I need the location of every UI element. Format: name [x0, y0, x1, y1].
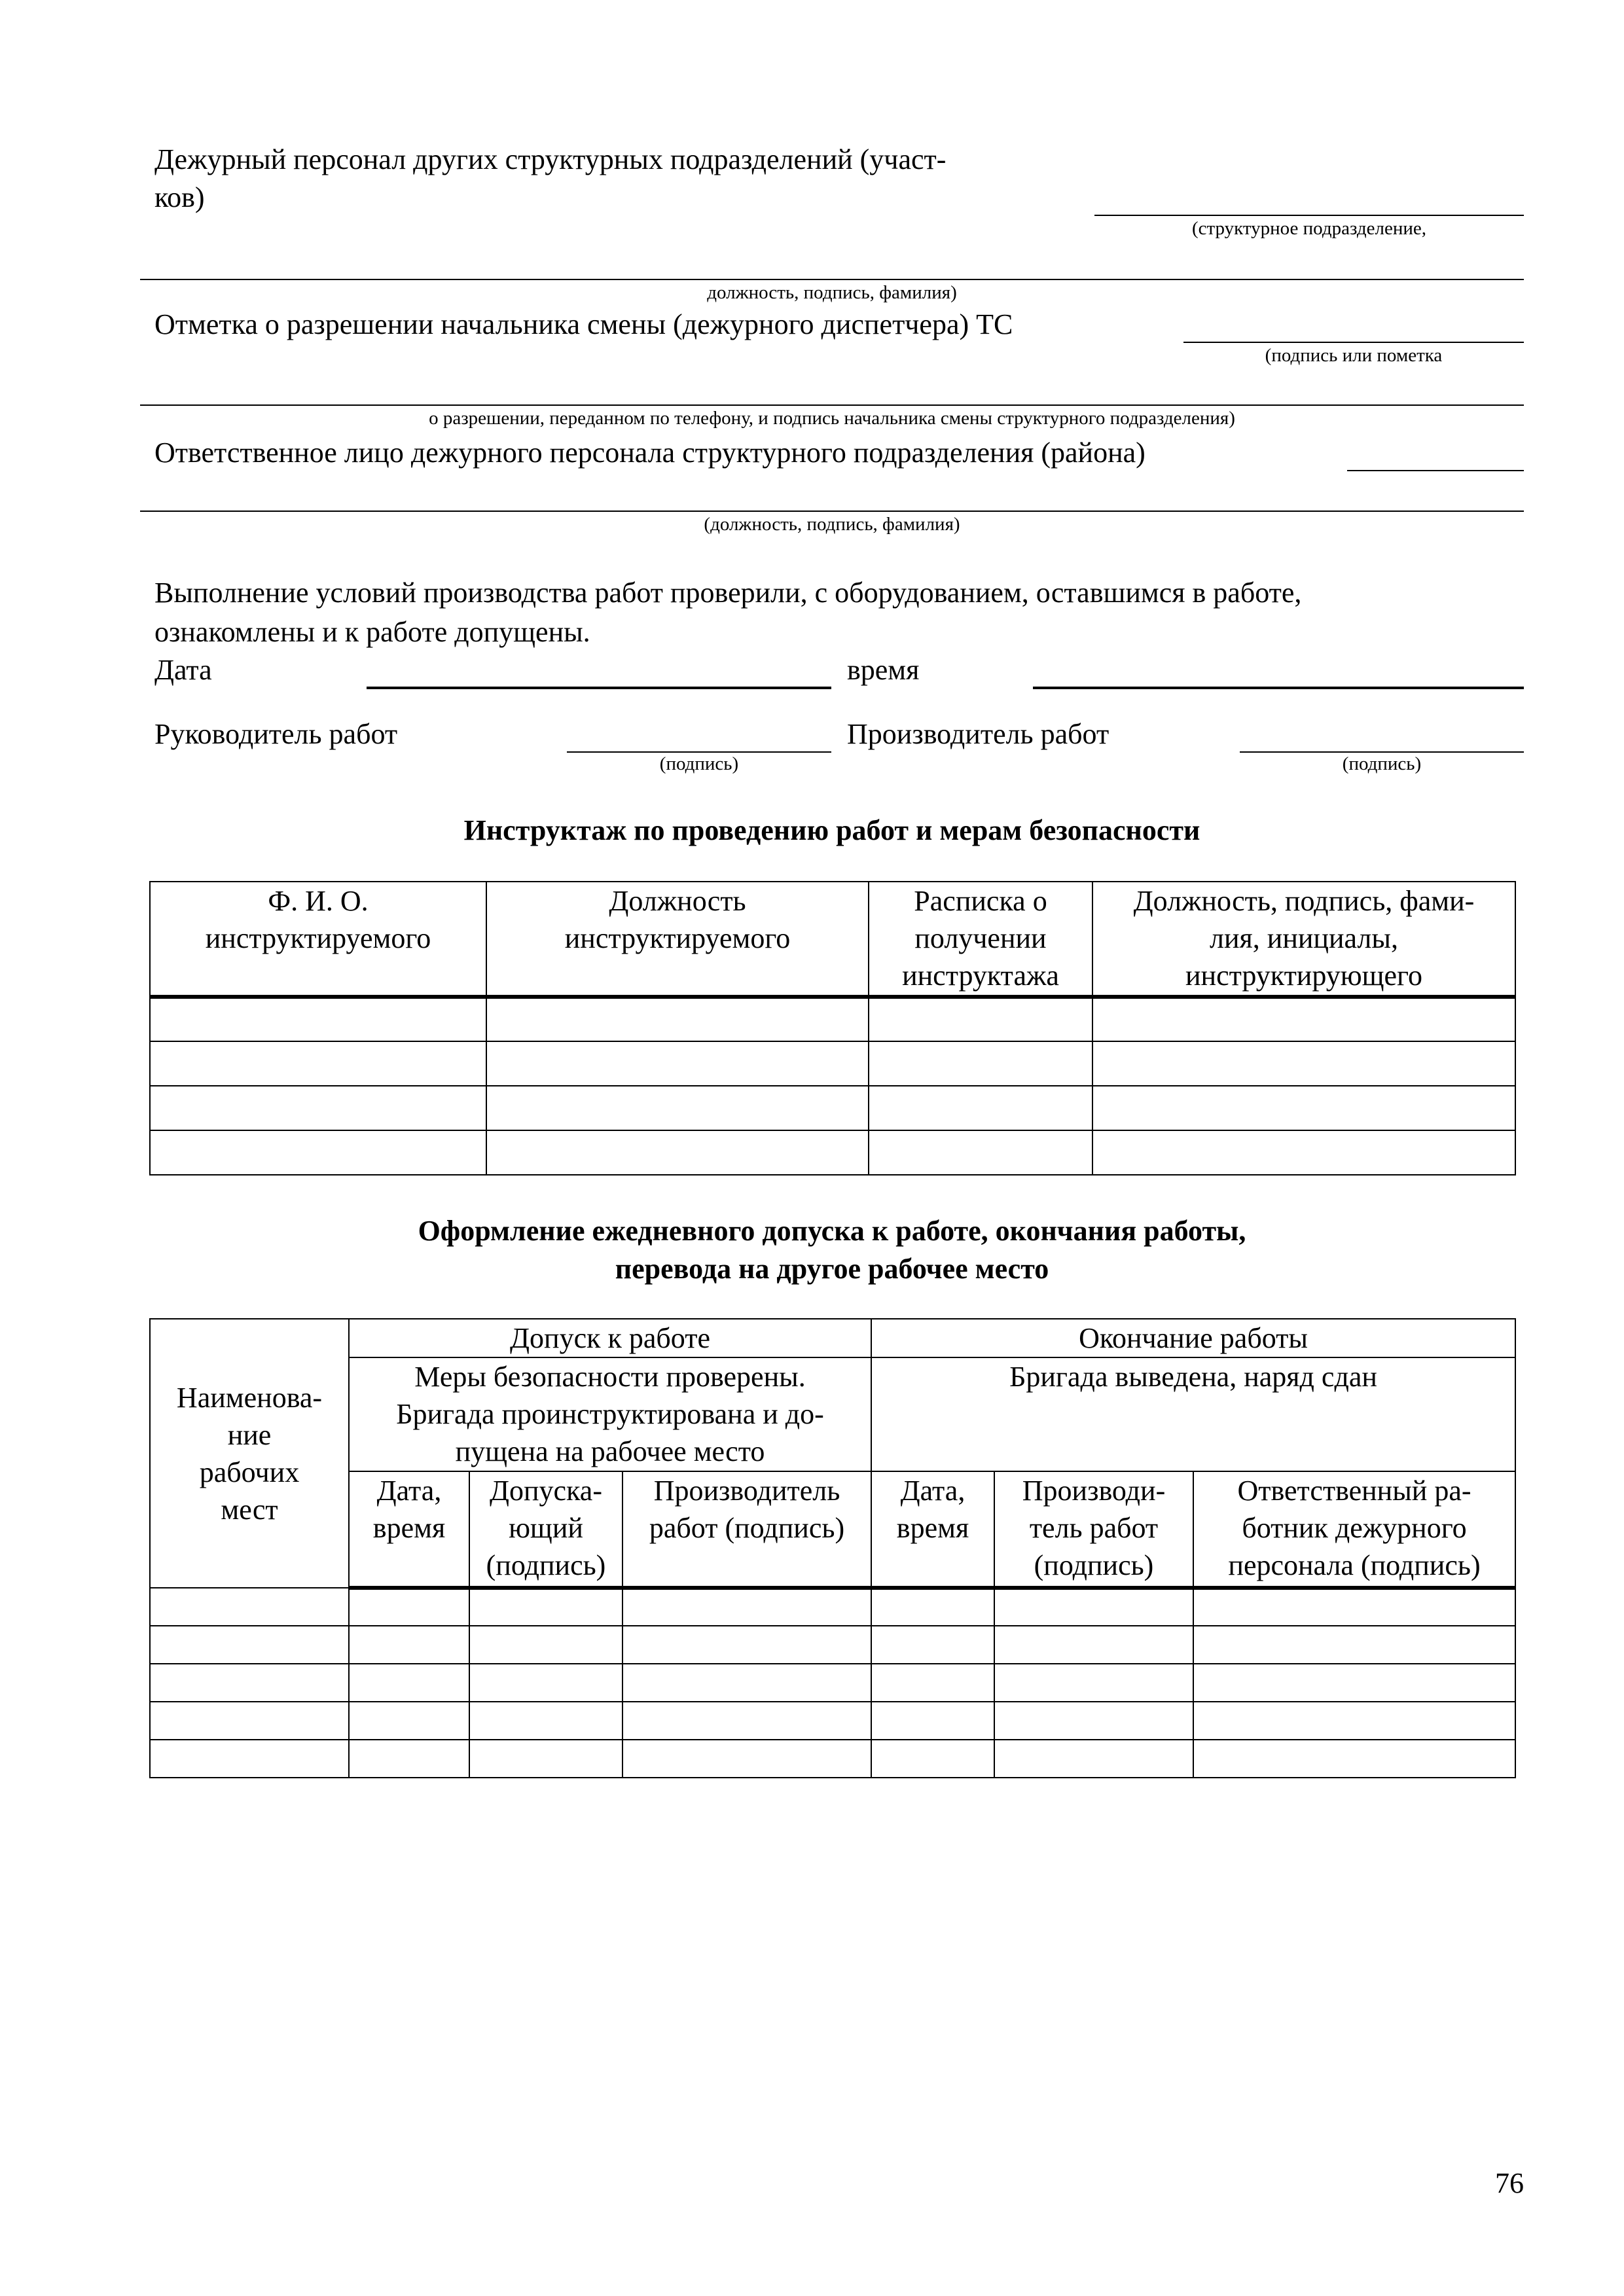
table-cell[interactable] — [1092, 1086, 1515, 1130]
table-cell[interactable] — [486, 1041, 869, 1086]
table-cell[interactable] — [1193, 1626, 1515, 1664]
table-cell[interactable] — [994, 1702, 1193, 1740]
duty-staff-input-line[interactable] — [1094, 215, 1524, 216]
table-cell[interactable] — [150, 1588, 349, 1626]
table-cell[interactable] — [623, 1588, 871, 1626]
table-cell[interactable] — [623, 1664, 871, 1702]
table-cell[interactable] — [1193, 1740, 1515, 1778]
table-cell[interactable] — [1092, 997, 1515, 1041]
table-cell[interactable] — [469, 1740, 623, 1778]
table-cell[interactable] — [994, 1588, 1193, 1626]
work-manager-signature-hint: (подпись) — [659, 753, 739, 774]
table-cell[interactable] — [150, 1740, 349, 1778]
table-row — [150, 1702, 1515, 1740]
table-cell[interactable] — [1092, 1041, 1515, 1086]
table-row — [150, 1740, 1515, 1778]
table-cell[interactable] — [486, 997, 869, 1041]
briefing-header-position: Должность инструктируемого — [486, 882, 869, 997]
conditions-text-line1: Выполнение условий производства работ проверили, с оборудованием, оставшимся в работе, — [154, 577, 1302, 609]
table-cell[interactable] — [1193, 1588, 1515, 1626]
briefing-header-receipt: Расписка о получении инструктажа — [869, 882, 1092, 997]
table-cell[interactable] — [349, 1702, 469, 1740]
shift-chief-hint-2: о разрешении, переданном по телефону, и подпись начальника смены структурного подразделения) — [429, 408, 1235, 429]
daily-title-line1: Оформление ежедневного допуска к работе, окончания работы, — [418, 1215, 1246, 1247]
daily-title-line2: перевода на другое рабочее место — [615, 1253, 1049, 1285]
daily-header-admitting: Допуска- ющий (подпись) — [469, 1471, 623, 1588]
daily-table — [149, 1318, 1516, 1778]
shift-chief-input-line-2[interactable] — [140, 404, 1524, 406]
table-cell[interactable] — [623, 1702, 871, 1740]
daily-header-date-time-1: Дата, время — [349, 1471, 469, 1588]
table-cell[interactable] — [150, 1626, 349, 1664]
table-cell[interactable] — [871, 1740, 994, 1778]
table-cell[interactable] — [469, 1588, 623, 1626]
duty-staff-hint-1: (структурное подразделение, — [1191, 218, 1427, 239]
table-cell[interactable] — [871, 1626, 994, 1664]
duty-staff-input-line-2[interactable] — [140, 279, 1524, 280]
table-row — [150, 1588, 1515, 1626]
table-cell[interactable] — [869, 1041, 1092, 1086]
work-producer-label: Производитель работ — [847, 718, 1110, 750]
table-cell[interactable] — [623, 1740, 871, 1778]
time-input-line[interactable] — [1033, 687, 1524, 689]
responsible-person-input-line[interactable] — [1347, 470, 1524, 471]
responsible-person-label: Ответственное лицо дежурного персонала структурного подразделения (района) — [154, 437, 1146, 469]
daily-header-admission-sub: Меры безопасности проверены. Бригада проинструктирована и до- пущена на рабочее место — [349, 1357, 871, 1471]
daily-header-workplace: Наименова- ние рабочих мест — [150, 1319, 349, 1588]
table-row — [150, 997, 1515, 1041]
table-cell[interactable] — [349, 1740, 469, 1778]
shift-chief-input-line[interactable] — [1183, 342, 1524, 343]
daily-header-responsible: Ответственный ра- ботник дежурного персонала (подпись) — [1193, 1471, 1515, 1588]
table-cell[interactable] — [486, 1130, 869, 1175]
daily-header-producer-1: Производитель работ (подпись) — [623, 1471, 871, 1588]
table-cell[interactable] — [486, 1086, 869, 1130]
table-cell[interactable] — [150, 1664, 349, 1702]
table-cell[interactable] — [150, 1086, 486, 1130]
daily-header-row-3 — [150, 1471, 1515, 1588]
table-cell[interactable] — [349, 1588, 469, 1626]
daily-header-completion-sub: Бригада выведена, наряд сдан — [871, 1357, 1515, 1471]
daily-header-admission: Допуск к работе — [349, 1319, 871, 1357]
daily-header-completion: Окончание работы — [871, 1319, 1515, 1357]
duty-staff-hint-2: должность, подпись, фамилия) — [707, 282, 957, 303]
table-cell[interactable] — [469, 1664, 623, 1702]
briefing-header-name: Ф. И. О. инструктируемого — [150, 882, 486, 997]
time-label: время — [847, 654, 920, 686]
duty-staff-label-line1: Дежурный персонал других структурных подразделений (участ- — [154, 143, 947, 175]
table-cell[interactable] — [623, 1626, 871, 1664]
conditions-text-line2: ознакомлены и к работе допущены. — [154, 616, 590, 648]
work-manager-label: Руководитель работ — [154, 718, 398, 750]
table-cell[interactable] — [871, 1588, 994, 1626]
duty-staff-label-line2: ков) — [154, 181, 205, 213]
briefing-title: Инструктаж по проведению работ и мерам безопасности — [463, 814, 1200, 846]
table-row — [150, 1664, 1515, 1702]
briefing-table — [149, 881, 1516, 1175]
page-number: 76 — [1495, 2167, 1524, 2199]
briefing-header-row — [150, 882, 1515, 997]
shift-chief-hint-1: (подпись или пометка — [1265, 345, 1443, 366]
table-cell[interactable] — [869, 997, 1092, 1041]
daily-header-date-time-2: Дата, время — [871, 1471, 994, 1588]
table-cell[interactable] — [349, 1664, 469, 1702]
table-cell[interactable] — [1193, 1702, 1515, 1740]
table-cell[interactable] — [150, 1041, 486, 1086]
table-cell[interactable] — [994, 1626, 1193, 1664]
table-cell[interactable] — [469, 1626, 623, 1664]
table-cell[interactable] — [150, 1130, 486, 1175]
table-row — [150, 1041, 1515, 1086]
briefing-header-instructor: Должность, подпись, фами- лия, инициалы, инструктирующего — [1092, 882, 1515, 997]
date-input-line[interactable] — [367, 687, 831, 689]
table-row — [150, 1130, 1515, 1175]
table-row — [150, 1086, 1515, 1130]
table-cell[interactable] — [871, 1702, 994, 1740]
table-cell[interactable] — [871, 1664, 994, 1702]
daily-header-row-1 — [150, 1319, 1515, 1357]
responsible-person-hint: (должность, подпись, фамилия) — [704, 514, 960, 535]
responsible-person-input-line-2[interactable] — [140, 511, 1524, 512]
table-cell[interactable] — [150, 1702, 349, 1740]
table-cell[interactable] — [469, 1702, 623, 1740]
table-cell[interactable] — [994, 1664, 1193, 1702]
daily-header-row-2 — [150, 1357, 1515, 1471]
table-cell[interactable] — [869, 1086, 1092, 1130]
table-cell[interactable] — [1092, 1130, 1515, 1175]
work-producer-signature-hint: (подпись) — [1342, 753, 1422, 774]
table-row — [150, 1626, 1515, 1664]
shift-chief-label: Отметка о разрешении начальника смены (дежурного диспетчера) ТС — [154, 308, 1013, 340]
daily-header-producer-2: Производи- тель работ (подпись) — [994, 1471, 1193, 1588]
table-cell[interactable] — [994, 1740, 1193, 1778]
table-cell[interactable] — [150, 997, 486, 1041]
date-label: Дата — [154, 654, 212, 686]
table-cell[interactable] — [869, 1130, 1092, 1175]
table-cell[interactable] — [1193, 1664, 1515, 1702]
table-cell[interactable] — [349, 1626, 469, 1664]
